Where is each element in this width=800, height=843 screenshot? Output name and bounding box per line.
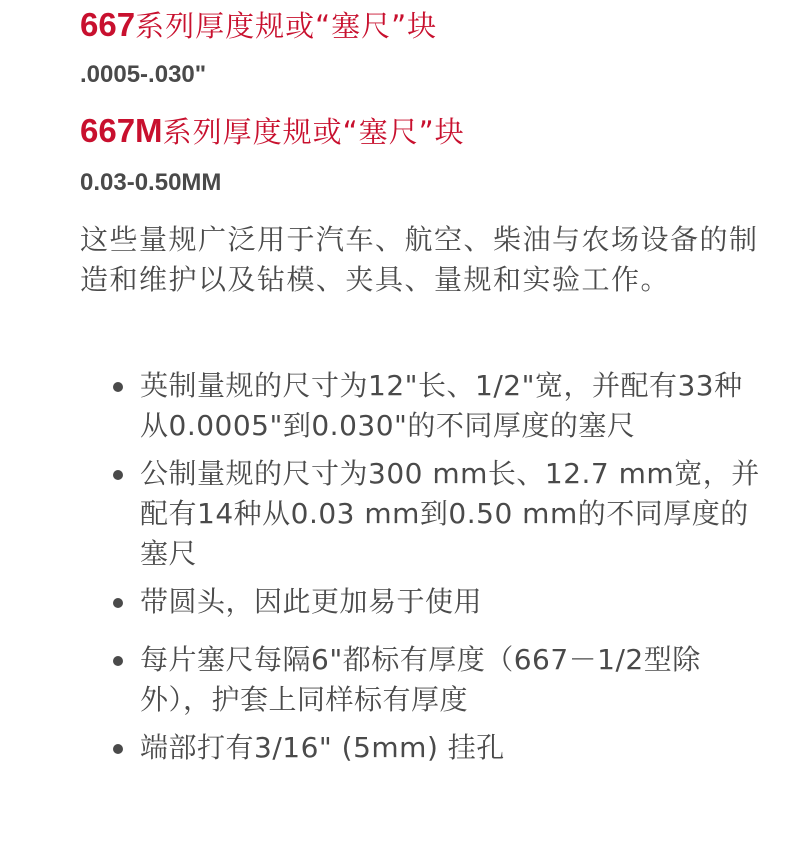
- thickness-range-metric: 0.03-0.50MM: [80, 169, 222, 196]
- bullet-icon: [113, 382, 123, 392]
- feature-text: 端部打有3/16" (5mm) 挂孔: [140, 731, 505, 764]
- intro-paragraph: 这些量规广泛用于汽车、航空、柴油与农场设备的制造和维护以及钻模、夹具、量规和实验工作。: [80, 223, 759, 296]
- title-text: 系列厚度规或“塞尺”块: [135, 9, 438, 43]
- feature-text: 每片塞尺每隔6"都标有厚度（667－1/2型除外），护套上同样标有厚度: [140, 643, 701, 716]
- thickness-range-inch: .0005-.030": [80, 61, 207, 88]
- bullet-icon: [113, 470, 123, 480]
- bullet-icon: [113, 744, 123, 754]
- bullet-icon: [113, 656, 123, 666]
- feature-item: [110, 728, 770, 768]
- model-number: 667: [80, 6, 136, 43]
- feature-text: 带圆头，因此更加易于使用: [140, 585, 483, 618]
- product-title-667m: [80, 111, 465, 152]
- product-title-667: [80, 5, 437, 46]
- feature-item: [110, 582, 770, 622]
- bullet-icon: [113, 598, 123, 608]
- model-number: 667M: [80, 112, 163, 149]
- feature-item: [110, 454, 770, 574]
- feature-list: [110, 366, 770, 776]
- feature-item: [110, 640, 770, 720]
- feature-text: 公制量规的尺寸为300 mm长、12.7 mm宽，并配有14种从0.03 mm到0.50 mm的不同厚度的塞尺: [140, 457, 760, 570]
- title-text: 系列厚度规或“塞尺”块: [162, 115, 465, 149]
- feature-text: 英制量规的尺寸为12"长、1/2"宽，并配有33种从0.0005"到0.030"的不同厚度的塞尺: [140, 369, 743, 442]
- feature-item: [110, 366, 770, 446]
